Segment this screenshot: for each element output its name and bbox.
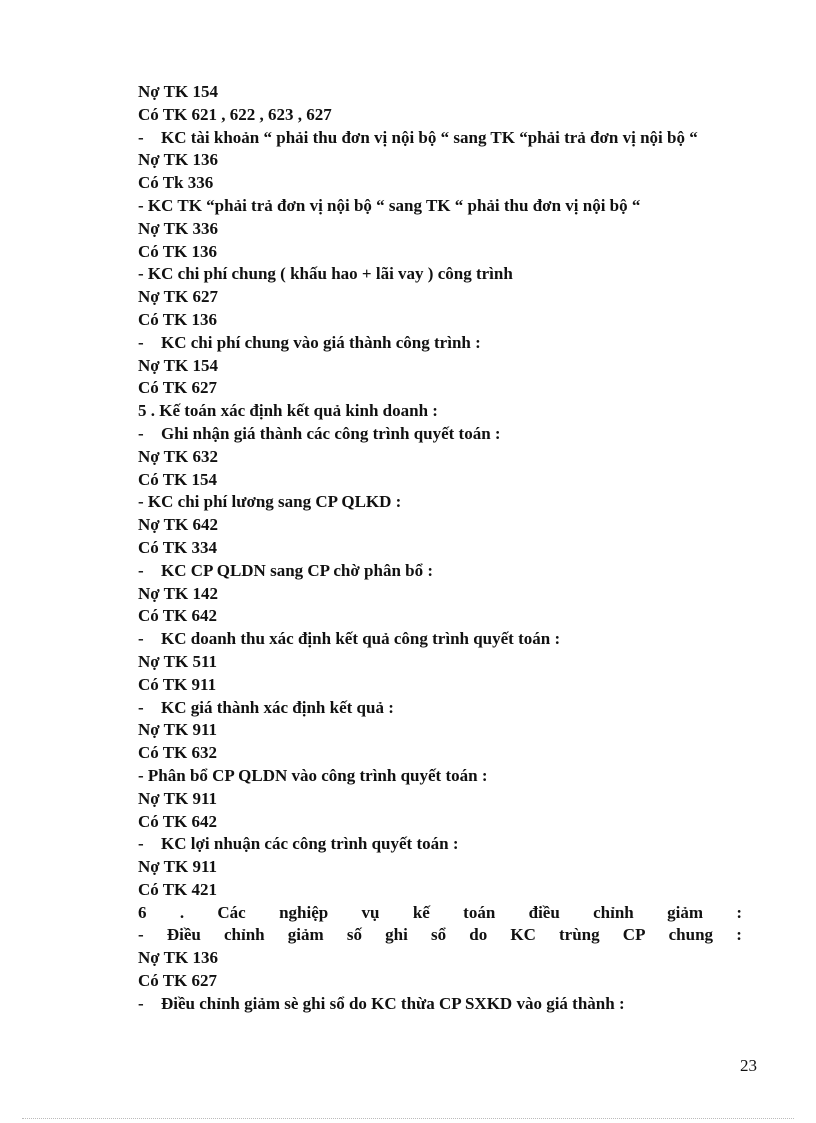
text-line: Có TK 627 [138,971,218,991]
text-line: 5 . Kế toán xác định kết quả kinh doanh : [138,401,438,421]
bullet-line [138,993,742,1016]
bullet-line [138,628,742,651]
bullet-line [138,423,742,446]
text-line: Có Tk 336 [138,173,214,193]
bullet-line [138,560,742,583]
text-line: Nợ TK 142 [138,583,218,603]
justified-word: nghiệp [279,902,329,922]
text-line: - KC chi phí chung ( khấu hao + lãi vay ) công trình [138,264,513,284]
text-line: Nợ TK 627 [138,287,218,307]
justified-word: số [346,925,362,945]
text-line: - KC TK “phải trả đơn vị nội bộ “ sang TK “ phải thu đơn vị nội bộ “ [138,195,641,215]
justified-word: : [736,902,742,922]
bullet-line [138,833,742,856]
text-line: Nợ TK 154 [138,82,218,101]
justified-line [138,924,742,947]
bullet-dash: - [138,127,144,147]
justified-word: giảm [667,902,703,922]
bullet-text: KC CP QLDN sang CP chờ phân bổ : [161,560,434,580]
document-body [138,81,742,1016]
text-line: Có TK 621 , 622 , 623 , 627 [138,104,332,124]
bullet-text: Điều chỉnh giảm sè ghi sổ do KC thừa CP SXKD vào giá thành : [161,993,625,1013]
justified-word: : [736,925,742,945]
footer-divider [22,1118,794,1119]
text-line: Có TK 136 [138,309,218,329]
text-line: Nợ TK 136 [138,150,218,170]
bullet-text: KC doanh thu xác định kết quả công trình quyết toán : [161,629,561,649]
justified-word: Điều [166,925,201,945]
text-line: Có TK 627 [138,378,218,398]
text-line: Có TK 334 [138,537,218,557]
text-line: Có TK 642 [138,811,218,831]
text-line: Nợ TK 911 [138,857,218,877]
text-line: Có TK 421 [138,879,218,899]
justified-word: do [469,925,488,945]
text-line: Nợ TK 154 [138,355,218,375]
justified-word: - [138,925,144,945]
justified-word: trùng [559,925,600,945]
bullet-dash: - [138,993,144,1013]
justified-word: chung [668,925,714,945]
bullet-text: KC lợi nhuận các công trình quyết toán : [161,834,459,854]
text-line: Nợ TK 511 [138,651,218,671]
bullet-line [138,697,742,720]
bullet-dash: - [138,423,144,443]
bullet-dash: - [138,560,144,580]
text-line: Có TK 136 [138,241,218,261]
text-line: Có TK 154 [138,469,218,489]
justified-word: vụ [361,902,380,922]
text-line: Nợ TK 911 [138,720,218,740]
page-number: 23 [740,1056,757,1075]
justified-line [138,902,742,925]
text-line: Có TK 911 [138,674,217,694]
bullet-line [138,332,742,355]
text-line: Nợ TK 642 [138,515,218,535]
text-line: Có TK 632 [138,743,218,763]
bullet-line [138,127,742,150]
text-line: Nợ TK 336 [138,218,218,238]
bullet-text: KC tài khoản “ phải thu đơn vị nội bộ “ sang TK “phải trả đơn vị nội bộ “ [161,127,698,147]
bullet-dash: - [138,629,144,649]
bullet-dash: - [138,834,144,854]
justified-word: 6 [138,902,147,922]
bullet-dash: - [138,332,144,352]
justified-word: . [179,902,185,922]
bullet-text: Ghi nhận giá thành các công trình quyết toán : [161,423,501,443]
text-line: - KC chi phí lương sang CP QLKD : [138,492,402,512]
bullet-text: KC chi phí chung vào giá thành công trình : [161,332,481,352]
justified-word: chỉnh [223,925,265,945]
text-line: Nợ TK 136 [138,948,218,968]
justified-word: CP [622,925,646,945]
text-line: Nợ TK 911 [138,788,218,808]
justified-word: toán [463,902,496,922]
bullet-dash: - [138,697,144,717]
justified-word: Các [217,902,246,922]
justified-word: sổ [430,925,447,945]
justified-word: kế [412,902,430,922]
text-line: - Phân bổ CP QLDN vào công trình quyết toán : [138,765,488,785]
justified-word: giảm [287,925,324,945]
text-line: Nợ TK 632 [138,446,218,466]
justified-word: chỉnh [593,902,634,922]
justified-word: KC [510,925,536,945]
text-line: Có TK 642 [138,606,218,626]
justified-word: ghi [385,925,408,945]
bullet-text: KC giá thành xác định kết quả : [161,697,394,717]
justified-word: điều [528,902,560,922]
